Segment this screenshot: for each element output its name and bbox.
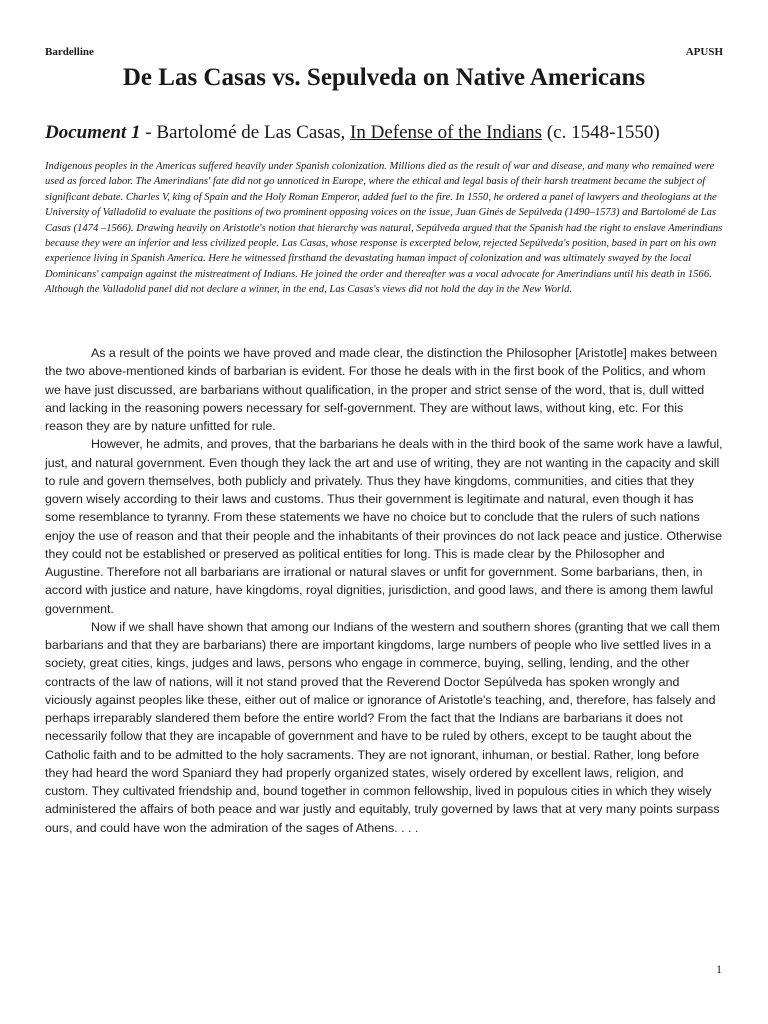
document-heading bbox=[45, 120, 735, 146]
excerpt-body bbox=[45, 344, 723, 837]
document-work-title: In Defense of the Indians bbox=[350, 122, 543, 143]
header-course: APUSH bbox=[685, 46, 723, 58]
document-label: Document 1 bbox=[45, 122, 141, 143]
excerpt-paragraph-3: Now if we shall have shown that among our Indians of the western and southern shores (granting that we call them barbarians and that they are barbarians) there are important kingdoms, large numbers of people who live settled lives in a society, great cities, kings, judges and laws, persons who engage in commerce, buying, selling, lending, and the other contracts of the law of nations, will it not stand proved that the Reverend Doctor Sepúlveda has spoken wrongly and viciously against peoples like these, either out of malice or ignorance of Aristotle's teaching, and, therefore, has falsely and perhaps irreparably slandered them before the entire world? From the fact that the Indians are barbarians it does not necessarily follow that they are incapable of government and have to be ruled by others, except to be taught about the Catholic faith and to be admitted to the holy sacraments. They are not ignorant, inhuman, or bestial. Rather, long before they had heard the word Spaniard they had properly organized states, wisely ordered by excellent laws, religion, and custom. They cultivated friendship and, bound together in common fellowship, lived in populous cities in which they wisely administered the affairs of both peace and war justly and equitably, truly governed by laws that at very many points surpass ours, and could have won the admiration of the sages of Athens. . . . bbox=[45, 619, 720, 835]
document-author: Bartolomé de Las Casas, bbox=[156, 122, 351, 143]
document-separator: - bbox=[140, 122, 157, 143]
excerpt-paragraph-1: As a result of the points we have proved and made clear, the distinction the Philosopher [Aristotle] makes between the two above-mentioned kinds of barbarian is evident. For those he deals with in the first book of the Politics, and whom we have just discussed, are barbarians without qualification, in the proper and strict sense of the word, that is, dull witted and lacking in the reasoning powers necessary for self-government. They are without laws, without king, etc. For this reason they are by nature unfitted for rule. bbox=[45, 346, 718, 433]
page-number: 1 bbox=[716, 962, 722, 976]
excerpt-paragraph-2: However, he admits, and proves, that the barbarians he deals with in the third book of the same work have a lawful, just, and natural government. Even though they lack the art and use of writing, they are not wanting in the capacity and skill to rule and govern themselves, both publicly and privately. Thus they have kingdoms, communities, and cities that they govern wisely according to their laws and customs. Thus their government is legitimate and natural, even though it has some resemblance to tyranny. From these statements we have no choice but to conclude that the rulers of such nations enjoy the use of reason and that their people and the inhabitants of their provinces do not lack peace and justice. Otherwise they could not be established or preserved as political entities for long. This is made clear by the Philosopher and Augustine. Therefore not all barbarians are irrational or natural slaves or unfit for government. Some barbarians, then, in accord with justice and nature, have kingdoms, royal dignities, jurisdiction, and good laws, and there is among them lawful government. bbox=[45, 437, 723, 616]
document-date: (c. 1548-1550) bbox=[542, 122, 660, 143]
page-title: De Las Casas vs. Sepulveda on Native Americans bbox=[122, 64, 646, 91]
page-header bbox=[45, 46, 723, 62]
header-author: Bardelline bbox=[45, 46, 94, 58]
intro-paragraph: Indigenous peoples in the Americas suffered heavily under Spanish colonization. Millions died as the result of war and disease, and many who remained were used as forced labor. The Amerindians' fate did not go unnoticed in Europe, where the ethical and legal basis of their harsh treatment became the subject of significant debate. Charles V, king of Spain and the Holy Roman Emperor, added fuel to the fire. In 1550, he ordered a panel of lawyers and theologians at the University of Valladolid to evaluate the positions of two prominent opposing voices on the issue, Juan Ginés de Sepúlveda (1490–1573) and Bartolomé de Las Casas (1474 –1566). Drawing heavily on Aristotle's notion that hierarchy was natural, Sepúlveda argued that the Spanish had the right to enslave Amerindians because they were an inferior and less civilized people. Las Casas, whose response is excerpted below, rejected Sepúlveda's position, based in part on his own experience living in Spanish America. Here he witnessed firsthand the devastating human impact of colonization and was ultimately swayed by the local Dominicans' campaign against the mistreatment of Indians. He joined the order and thereafter was a vocal advocate for Amerindians until his death in 1566. Although the Valladolid panel did not declare a winner, in the end, Las Casas's views did not hold the day in the New World. bbox=[45, 161, 723, 296]
